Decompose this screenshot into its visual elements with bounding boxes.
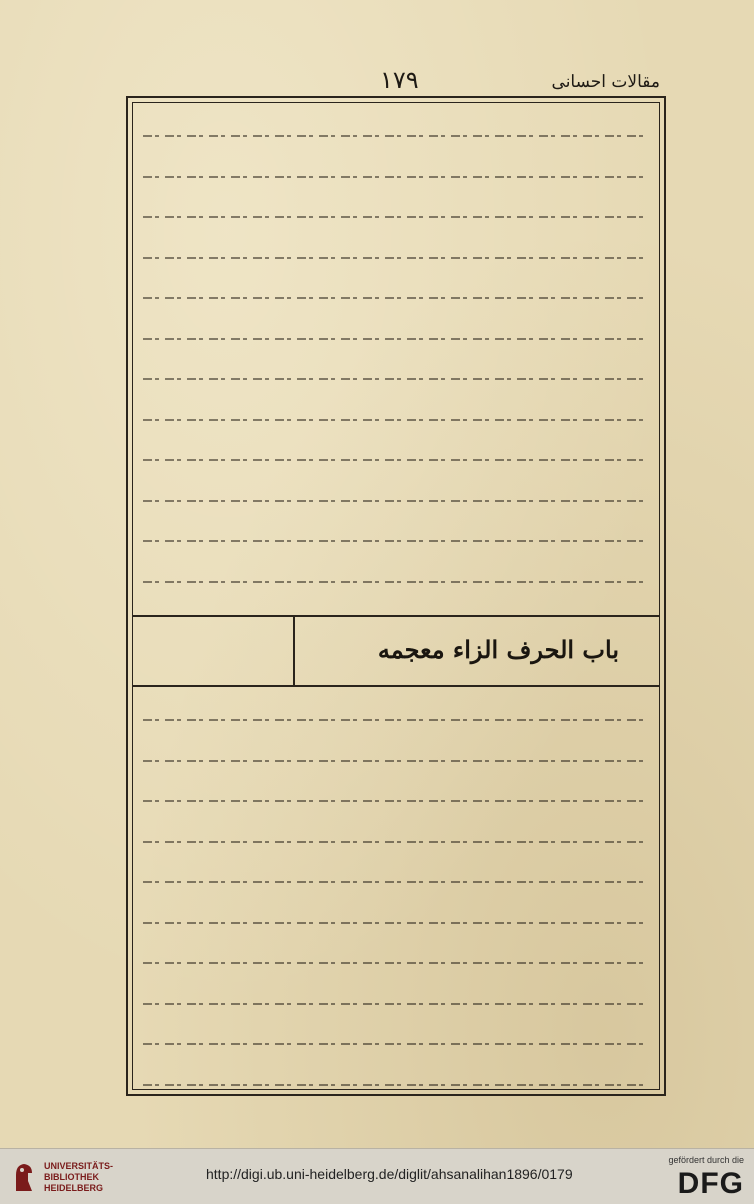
manuscript-line [143, 397, 649, 438]
manuscript-line [143, 1062, 649, 1103]
manuscript-line [143, 778, 649, 819]
manuscript-line [143, 1021, 649, 1062]
page-number: ۱۷۹ [380, 66, 419, 94]
manuscript-line [143, 316, 649, 357]
manuscript-line [143, 113, 649, 154]
manuscript-line [143, 559, 649, 600]
permalink-url[interactable]: http://digi.ub.uni-heidelberg.de/diglit/ahsanalihan1896/0179 [206, 1166, 573, 1182]
manuscript-line [143, 437, 649, 478]
chapter-heading-box [133, 615, 659, 687]
manuscript-line [143, 900, 649, 941]
funding-note: gefördert durch die [668, 1155, 744, 1165]
manuscript-line [143, 697, 649, 738]
handwritten-paragraph-2 [143, 697, 649, 1102]
manuscript-line [143, 275, 649, 316]
manuscript-line [143, 356, 649, 397]
manuscript-line [143, 518, 649, 559]
manuscript-line [143, 154, 649, 195]
text-frame [126, 96, 666, 1096]
manuscript-line [143, 235, 649, 276]
page-header [120, 60, 660, 100]
manuscript-line [143, 940, 649, 981]
dfg-logo: DFG [677, 1167, 744, 1200]
running-title: مقالات احسانی [551, 72, 660, 92]
manuscript-line [143, 738, 649, 779]
manuscript-line [143, 478, 649, 519]
manuscript-line [143, 981, 649, 1022]
text-frame-inner [132, 102, 660, 1090]
library-name: UNIVERSITÄTS- BIBLIOTHEK HEIDELBERG [44, 1161, 114, 1193]
handwritten-paragraph-1 [143, 113, 649, 599]
manuscript-line [143, 819, 649, 860]
heidelberg-lion-logo-icon [10, 1161, 38, 1193]
chapter-title: باب الحرف الزاء معجمه [377, 635, 619, 664]
manuscript-line [143, 859, 649, 900]
viewer-footer [0, 1148, 754, 1204]
chapter-divider [293, 617, 295, 685]
manuscript-line [143, 194, 649, 235]
